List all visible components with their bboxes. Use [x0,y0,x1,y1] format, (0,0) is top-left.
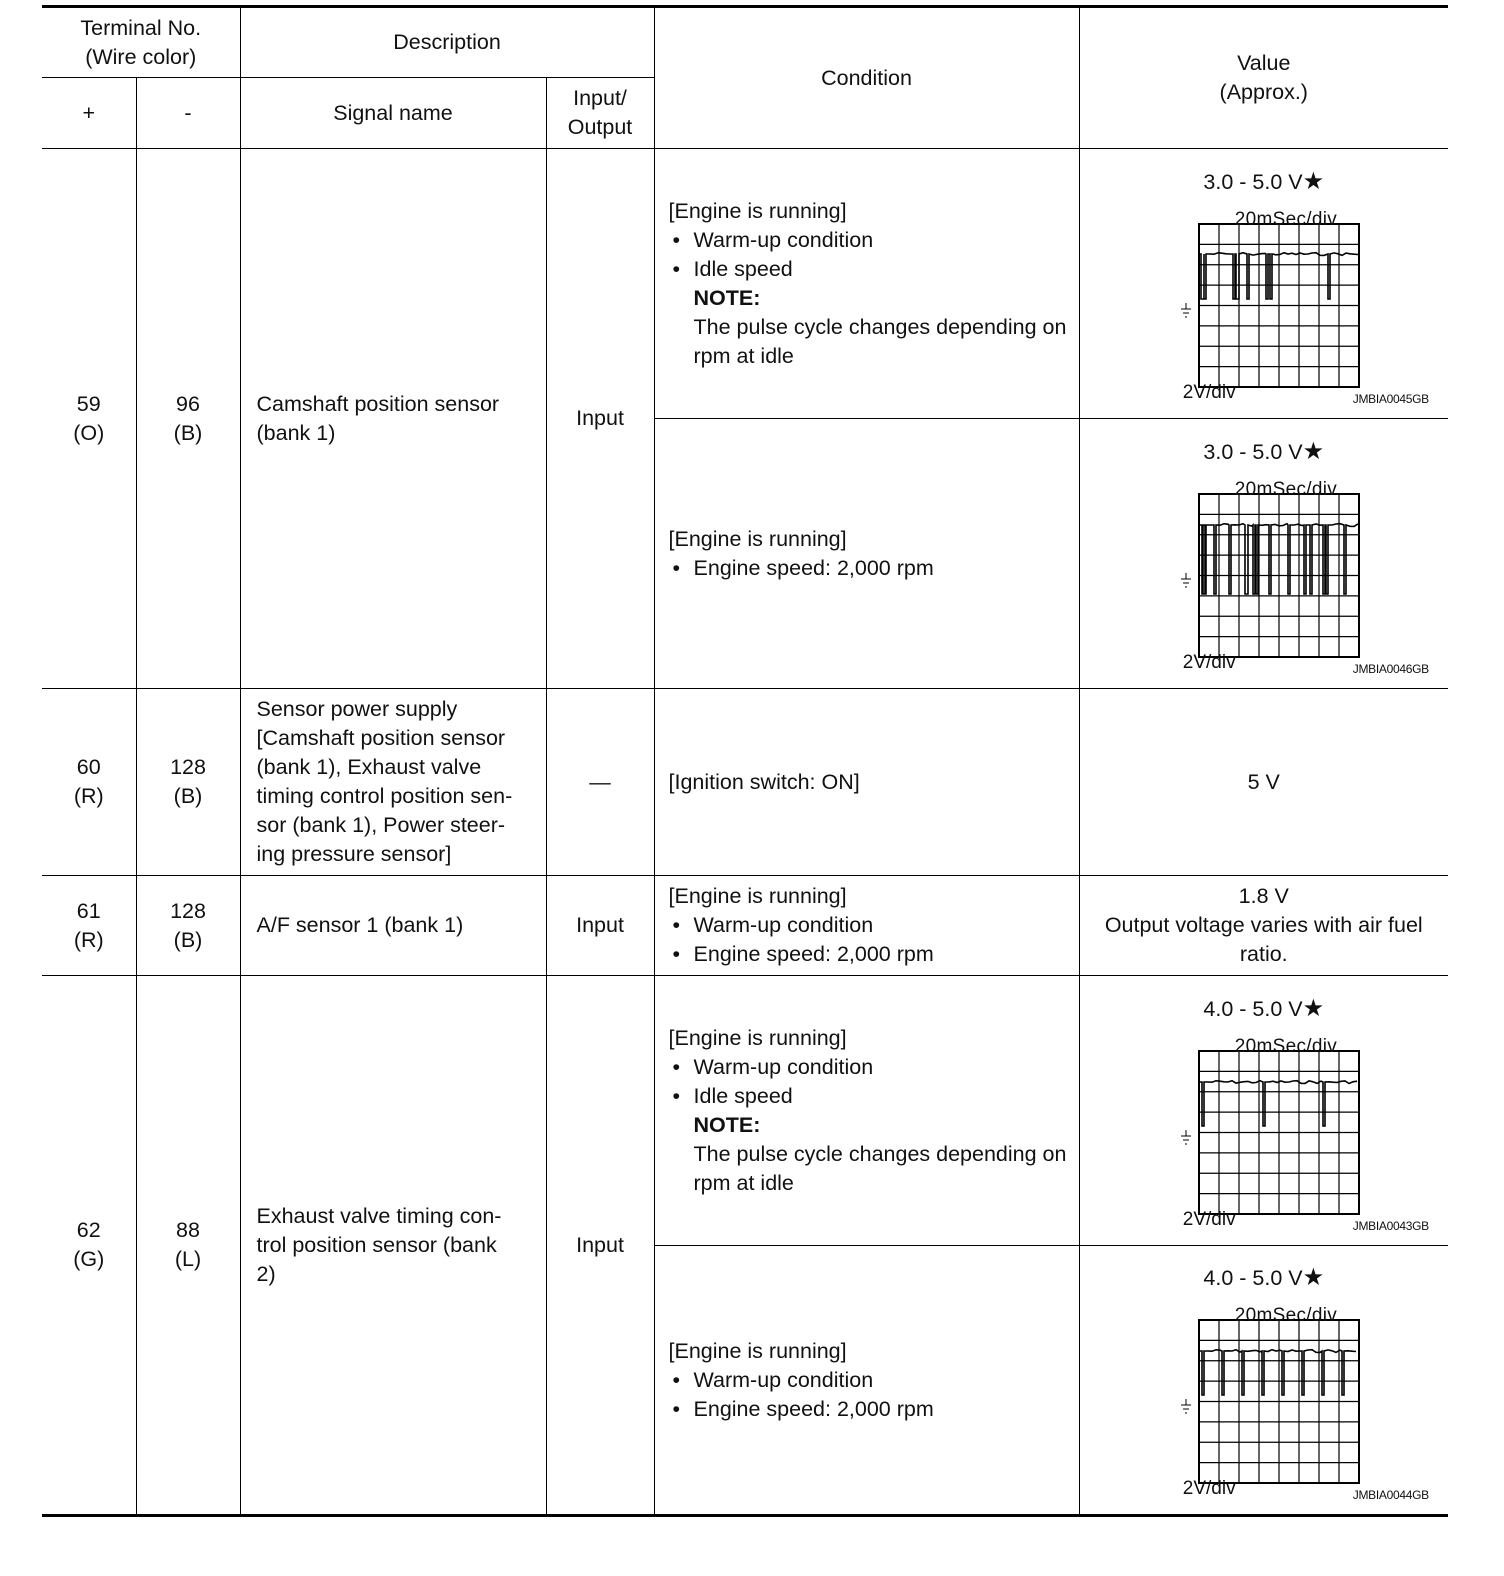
condition-list [669,226,1071,284]
input-output: — [546,689,654,876]
signal-name: A/F sensor 1 (bank 1) [240,876,546,976]
voltage-division: 2V/div [1182,1478,1236,1499]
waveform-trace [1199,1080,1357,1125]
time-division: 20mSec/div [1234,208,1338,230]
condition-list [669,554,1071,583]
value-cell: 5 V [1079,689,1448,876]
condition-bullet: • Engine speed: 2,000 rpm [669,940,1071,969]
condition-cell [654,976,1079,1246]
terminal-plus: 60 (R) [42,689,136,876]
voltage-level: 4.0 - 5.0 V★ [1203,1264,1325,1291]
terminal-table [42,5,1448,1517]
terminal-plus: 61 (R) [42,876,136,976]
oscilloscope-figure [1119,1255,1429,1505]
condition-head: [Engine is running] [668,884,847,908]
time-division: 20mSec/div [1234,1035,1338,1057]
table-row [42,976,1448,1246]
voltage-division: 2V/div [1182,1208,1236,1230]
table-row [42,689,1448,876]
header-terminal: Terminal No. (Wire color) [42,7,240,78]
ground-icon [1181,1130,1191,1144]
condition-bullet: • Warm-up condition [669,1366,1071,1395]
condition-list [669,911,1071,969]
ground-icon [1181,573,1191,587]
input-output: Input [546,876,654,976]
condition-bullet: • Engine speed: 2,000 rpm [669,554,1071,583]
terminal-minus: 96 (B) [136,149,240,689]
condition-bullet: • Warm-up condition [669,911,1071,940]
condition-bullet: • Idle speed [669,1082,1071,1111]
voltage-division: 2V/div [1182,651,1236,673]
table-row [42,876,1448,976]
header-input-output: Input/ Output [546,78,654,149]
table-row [42,149,1448,419]
note [669,284,1071,371]
ground-icon [1181,1399,1191,1413]
scope-gridlines [1199,494,1359,657]
value-cell: 1.8 V Output voltage varies with air fuel ratio. [1079,876,1448,976]
value-cell [1079,149,1448,419]
condition-bullet: • Idle speed [669,255,1071,284]
voltage-level: 4.0 - 5.0 V★ [1203,994,1325,1022]
signal-name: Sensor power supply [Camshaft position sensor (bank 1), Exhaust valve timing control position sen- sor (bank 1), Power steer- ing pressure sensor] [240,689,546,876]
header-value: Value (Approx.) [1079,7,1448,149]
input-output: Input [546,149,654,689]
note-title: NOTE: [693,1112,761,1137]
note-text: The pulse cycle changes depending on rpm at idle [693,1141,1067,1195]
condition-head: [Engine is running] [668,198,847,223]
voltage-level: 3.0 - 5.0 V★ [1203,437,1325,465]
header-signal-name: Signal name [240,78,546,149]
condition-head: [Engine is running] [668,526,847,551]
terminal-plus: 59 (O) [42,149,136,689]
figure-code: JMBIA0045GB [1352,391,1429,406]
terminal-minus: 128 (B) [136,876,240,976]
figure-code: JMBIA0043GB [1352,1218,1429,1233]
terminal-minus: 88 (L) [136,976,240,1516]
condition-head: [Engine is running] [668,1338,847,1363]
terminal-minus: 128 (B) [136,689,240,876]
note-text: The pulse cycle changes depending on rpm at idle [693,314,1067,368]
waveform-trace [1199,1350,1356,1395]
header-condition: Condition [654,7,1079,149]
star-icon: ★ [1302,994,1325,1022]
figure-code: JMBIA0046GB [1352,661,1429,676]
oscilloscope-figure [1119,159,1429,409]
scope-gridlines [1199,1320,1359,1483]
figure-code: JMBIA0044GB [1352,1488,1429,1502]
star-icon: ★ [1302,1264,1325,1291]
input-output: Input [546,976,654,1516]
terminal-plus: 62 (G) [42,976,136,1516]
time-division: 20mSec/div [1234,1305,1338,1326]
condition-cell: [Ignition switch: ON] [654,689,1079,876]
star-icon: ★ [1302,167,1325,195]
note [669,1111,1071,1198]
oscilloscope-figure [1119,986,1429,1236]
condition-cell [654,876,1079,976]
condition-cell [654,149,1079,419]
header-minus: - [136,78,240,149]
condition-list [669,1053,1071,1111]
scope-gridlines [1199,224,1359,387]
condition-list [669,1366,1071,1424]
header-description: Description [240,7,654,78]
signal-name: Camshaft position sensor (bank 1) [240,149,546,689]
condition-bullet: • Warm-up condition [669,226,1071,255]
value-cell [1079,419,1448,689]
voltage-division: 2V/div [1182,381,1236,403]
condition-head: [Engine is running] [668,1025,847,1050]
condition-cell [654,419,1079,689]
condition-bullet: • Engine speed: 2,000 rpm [669,1395,1071,1424]
star-icon: ★ [1302,437,1325,465]
note-title: NOTE: [693,285,761,310]
voltage-level: 3.0 - 5.0 V★ [1203,167,1325,195]
time-division: 20mSec/div [1234,478,1338,500]
signal-name: Exhaust valve timing con- trol position sensor (bank 2) [240,976,546,1516]
value-cell [1079,1246,1448,1516]
condition-cell [654,1246,1079,1516]
ground-icon [1181,303,1191,317]
scope-gridlines [1199,1051,1359,1214]
oscilloscope-figure [1119,429,1429,679]
value-cell [1079,976,1448,1246]
condition-bullet: • Warm-up condition [669,1053,1071,1082]
header-plus: + [42,78,136,149]
